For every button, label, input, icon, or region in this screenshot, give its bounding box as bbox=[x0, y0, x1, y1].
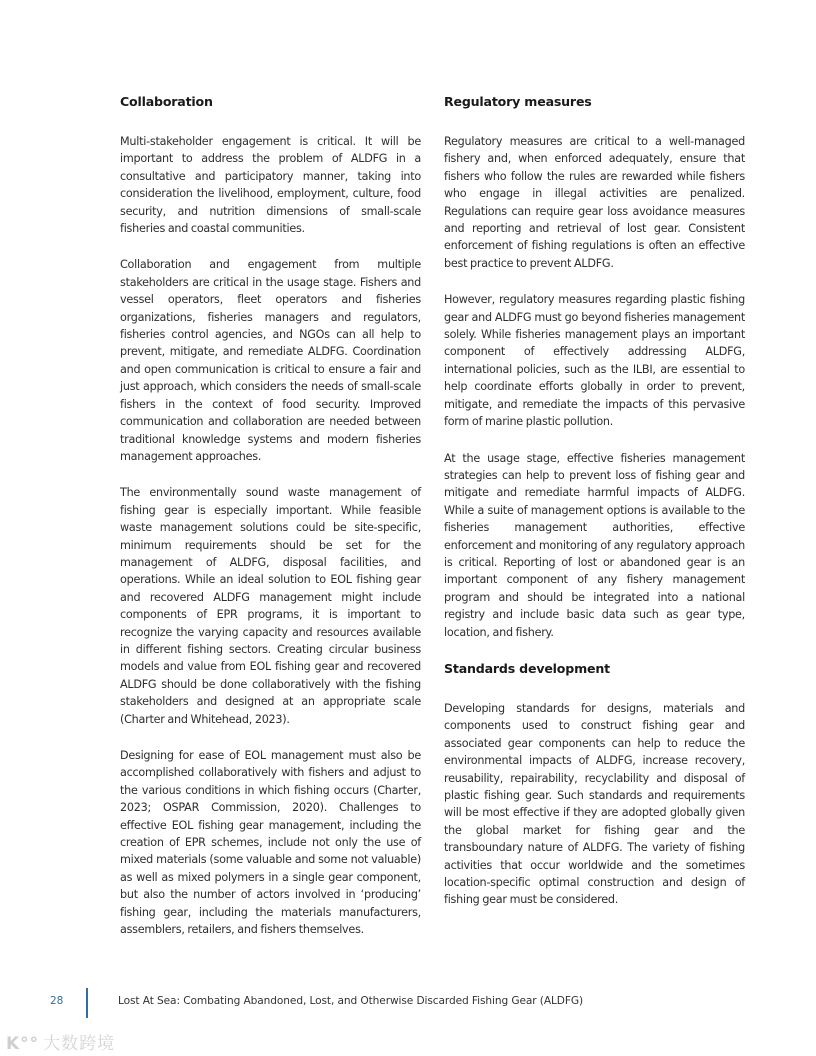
page-footer bbox=[0, 988, 816, 1018]
paragraph: However, regulatory measures regarding plastic fishing gear and ALDFG must go beyond fisheries management solely. While fisheries management plays an important component of effectively addressing ALDFG, international policies, such as the ILBI, are essential to help coordinate efforts globally in order to prevent, mitigate, and remediate the impacts of this pervasive form of marine plastic pollution. bbox=[444, 293, 745, 429]
paragraph: Regulatory measures are critical to a well-managed fishery and, when enforced adequately, ensure that fishers who follow the rules are rewarded while fishers who engage in illegal activities are penalized. Regulations can require gear loss avoidance measures and reporting and retrieval of lost gear. Consistent enforcement of fishing regulations is often an effective best practice to prevent ALDFG. bbox=[444, 135, 745, 270]
paragraph: Multi-stakeholder engagement is critical. It will be important to address the problem of ALDFG in a consultative and participatory manner, taking into consideration the livelihood, employment, culture, food security, and nutrition dimensions of small-scale fisheries and coastal communities. bbox=[120, 135, 421, 236]
paragraph: Developing standards for designs, materials and components used to construct fishing gear and associated gear components can help to reduce the environmental impacts of ALDFG, increase recovery, reusability, repairability, recyclability and disposal of plastic fishing gear. Such standards and requirements will be most effective if they are adopted globally given the global market for fishing gear and the transboundary nature of ALDFG. The variety of fishing activities that occur worldwide and the sometimes location-specific optimal construction and design of fishing gear must be considered. bbox=[444, 701, 745, 907]
section-heading-standards-development: Standards development bbox=[444, 660, 610, 676]
page-number: 28 bbox=[50, 995, 64, 1007]
watermark-text: 大数跨境 bbox=[43, 1034, 116, 1054]
section-heading-collaboration: Collaboration bbox=[120, 94, 213, 109]
right-column bbox=[444, 93, 745, 928]
left-column bbox=[120, 93, 421, 957]
watermark bbox=[6, 1029, 115, 1054]
section-heading-regulatory-measures: Regulatory measures bbox=[444, 94, 592, 109]
document-title: Lost At Sea: Combating Abandoned, Lost, and Otherwise Discarded Fishing Gear (ALDFG) bbox=[118, 995, 583, 1007]
paragraph: The environmentally sound waste management of fishing gear is especially important. While feasible waste management solutions could be site-specific, minimum requirements should be set for the management of ALDFG, disposal facilities, and operations. While an ideal solution to EOL fishing gear and recovered ALDFG management might include components of EPR programs, it is important to recognize the varying capacity and resources available in different fishing sectors. Creating circular business models and value from EOL fishing gear and recovered ALDFG should be done collaboratively with the fishing stakeholders and designed at an appropriate scale (Charter and Whitehead, 2023). bbox=[120, 486, 421, 726]
watermark-logo-icon: K°° bbox=[6, 1034, 40, 1054]
footer-divider bbox=[86, 988, 88, 1018]
paragraph: Designing for ease of EOL management must also be accomplished collaboratively with fishers and adjust to the various conditions in which fishing occurs (Charter, 2023; OSPAR Commission, 2020). Challenges to effective EOL fishing gear management, including the creation of EPR schemes, include not only the use of mixed materials (some valuable and some not valuable) as well as mixed polymers in a single gear component, but also the number of actors involved in ‘producing’ fishing gear, including the materials manufacturers, assemblers, retailers, and fishers themselves. bbox=[120, 749, 421, 937]
paragraph: At the usage stage, effective fisheries management strategies can help to prevent loss of fishing gear and mitigate and remediate harmful impacts of ALDFG. While a suite of management options is available to the fisheries management authorities, effective enforcement and monitoring of any regulatory approach is critical. Reporting of lost or abandoned gear is an important component of any fishery management program and should be integrated into a national registry and include basic data such as gear type, location, and fishery. bbox=[444, 451, 745, 639]
paragraph: Collaboration and engagement from multiple stakeholders are critical in the usage stage. Fishers and vessel operators, fleet operators and fisheries organizations, fisheries managers and regulators, fisheries control agencies, and NGOs can all help to prevent, mitigate, and remediate ALDFG. Coordination and open communication is critical to ensure a fair and just approach, which considers the needs of small-scale fishers in the context of food security. Improved communication and collaboration are needed between traditional knowledge systems and modern fisheries management approaches. bbox=[120, 258, 421, 463]
